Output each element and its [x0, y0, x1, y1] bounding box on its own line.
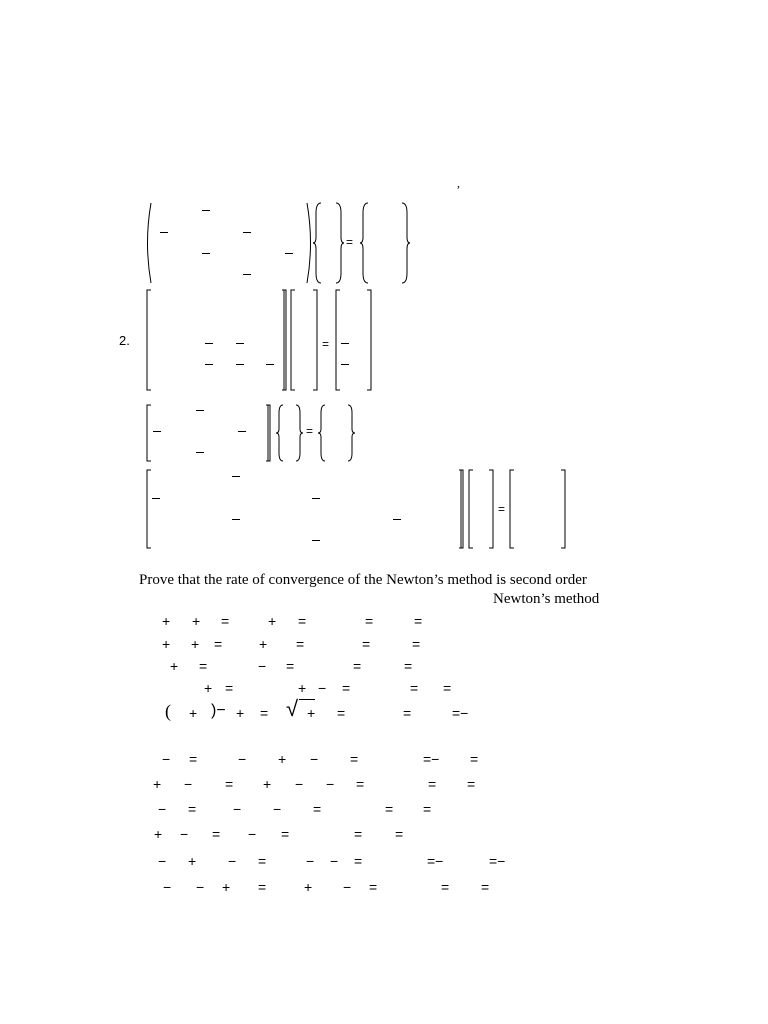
- math-symbol: +: [153, 776, 162, 792]
- math-symbol: =: [414, 613, 423, 629]
- right-bracket: [489, 470, 495, 548]
- right-bracket: [367, 290, 373, 390]
- right-bracket: [266, 405, 276, 461]
- math-symbol: =: [423, 801, 432, 817]
- right-brace: [336, 203, 346, 283]
- math-symbol: =: [313, 801, 322, 817]
- stray-mark: ,: [457, 176, 460, 190]
- math-symbol: =: [410, 680, 419, 696]
- math-symbol: =: [188, 801, 197, 817]
- math-symbol: =: [385, 801, 394, 817]
- left-bracket: [509, 470, 515, 548]
- minus-sign: [153, 431, 161, 432]
- math-symbol: +: [204, 680, 213, 696]
- math-symbol: =: [258, 853, 267, 869]
- math-symbol: =: [356, 776, 365, 792]
- left-bracket: [146, 290, 152, 390]
- math-symbol: =−: [423, 751, 440, 767]
- math-symbol: =: [470, 751, 479, 767]
- equals-sign: =: [498, 502, 506, 516]
- math-symbol: =: [481, 879, 490, 895]
- math-symbol: +: [298, 680, 307, 696]
- math-symbol: −: [295, 776, 304, 792]
- minus-sign: [243, 232, 251, 233]
- problem-number: 2.: [119, 333, 130, 348]
- method-heading: Newton’s method: [493, 591, 600, 607]
- math-symbol: (: [165, 701, 171, 721]
- math-symbol: =: [412, 636, 421, 652]
- math-symbol: −: [238, 751, 247, 767]
- left-bracket: [468, 470, 474, 548]
- minus-sign: [202, 210, 210, 211]
- math-symbol: −: [196, 879, 205, 895]
- minus-sign: [202, 253, 210, 254]
- math-symbol: −: [310, 751, 319, 767]
- minus-sign: [285, 253, 293, 254]
- left-brace: [276, 405, 284, 461]
- math-symbol: =: [443, 680, 452, 696]
- minus-sign: [266, 364, 274, 365]
- left-brace: [360, 203, 370, 283]
- math-symbol: =: [342, 680, 351, 696]
- math-symbol: =−: [427, 853, 444, 869]
- left-bracket: [146, 405, 152, 461]
- minus-sign: [312, 498, 320, 499]
- math-symbol: =: [214, 636, 223, 652]
- math-symbol: =: [225, 776, 234, 792]
- equals-sign: =: [346, 235, 354, 249]
- math-symbol: +: [259, 636, 268, 652]
- minus-sign: [236, 364, 244, 365]
- math-symbol: =: [395, 826, 404, 842]
- math-symbol: =: [362, 636, 371, 652]
- math-symbol: =: [467, 776, 476, 792]
- math-symbol: −: [273, 801, 282, 817]
- math-symbol: =: [281, 826, 290, 842]
- left-brace: [313, 203, 323, 283]
- math-symbol: =: [296, 636, 305, 652]
- left-bracket: [146, 470, 152, 548]
- math-symbol: +: [191, 636, 200, 652]
- math-symbol: +: [170, 658, 179, 674]
- minus-sign: [312, 540, 320, 541]
- math-symbol: −: [158, 853, 167, 869]
- right-bracket: [313, 290, 319, 390]
- square-root-sign: √: [286, 696, 299, 721]
- math-symbol: −: [248, 826, 257, 842]
- equals-sign: =: [322, 337, 330, 351]
- math-symbol: −: [162, 751, 171, 767]
- math-symbol: −: [233, 801, 242, 817]
- minus-sign: [196, 410, 204, 411]
- math-symbol: =: [337, 705, 346, 721]
- math-symbol: −: [318, 680, 327, 696]
- math-symbol: −: [326, 776, 335, 792]
- minus-sign: [243, 274, 251, 275]
- right-brace: [348, 405, 356, 461]
- math-symbol: +: [188, 853, 197, 869]
- math-symbol: +: [162, 636, 171, 652]
- math-symbol: +: [307, 705, 316, 721]
- math-symbol: −: [163, 879, 172, 895]
- minus-sign: [236, 343, 244, 344]
- math-symbol: +: [236, 705, 245, 721]
- left-bracket: [290, 290, 296, 390]
- left-brace: [318, 405, 326, 461]
- math-symbol: =: [354, 853, 363, 869]
- minus-sign: [152, 498, 160, 499]
- left-bracket: [335, 290, 341, 390]
- math-symbol: =−: [489, 853, 506, 869]
- math-symbol: =: [189, 751, 198, 767]
- right-brace: [402, 203, 412, 283]
- right-brace: [296, 405, 304, 461]
- math-symbol: =: [212, 826, 221, 842]
- math-symbol: =: [221, 613, 230, 629]
- minus-sign: [393, 519, 401, 520]
- minus-sign: [341, 364, 349, 365]
- math-symbol: −: [158, 801, 167, 817]
- math-symbol: =: [354, 826, 363, 842]
- math-symbol: =: [225, 680, 234, 696]
- math-symbol: −: [306, 853, 315, 869]
- math-symbol: =: [404, 658, 413, 674]
- math-symbol: +: [222, 879, 231, 895]
- math-symbol: +: [278, 751, 287, 767]
- minus-sign: [196, 452, 204, 453]
- math-symbol: =: [199, 658, 208, 674]
- math-symbol: =: [286, 658, 295, 674]
- minus-sign: [232, 476, 240, 477]
- math-symbol: =: [298, 613, 307, 629]
- math-symbol: −: [184, 776, 193, 792]
- math-symbol: =: [353, 658, 362, 674]
- math-symbol: =: [403, 705, 412, 721]
- minus-sign: [238, 431, 246, 432]
- prove-statement: Prove that the rate of convergence of the Newton’s method is second order: [139, 572, 587, 588]
- minus-sign: [160, 232, 168, 233]
- math-symbol: =: [369, 879, 378, 895]
- minus-sign: [341, 343, 349, 344]
- math-symbol: )−: [211, 702, 226, 719]
- math-symbol: +: [154, 826, 163, 842]
- math-symbol: +: [162, 613, 171, 629]
- math-symbol: −: [228, 853, 237, 869]
- math-symbol: +: [189, 705, 198, 721]
- math-symbol: +: [192, 613, 201, 629]
- math-symbol: =: [350, 751, 359, 767]
- equals-sign: =: [306, 424, 314, 438]
- left-paren: [143, 203, 153, 283]
- math-symbol: +: [304, 879, 313, 895]
- math-symbol: +: [268, 613, 277, 629]
- radical-bar: [299, 699, 315, 700]
- math-symbol: =−: [452, 705, 469, 721]
- math-symbol: −: [180, 826, 189, 842]
- math-symbol: =: [258, 879, 267, 895]
- minus-sign: [205, 364, 213, 365]
- right-bracket: [561, 470, 567, 548]
- math-symbol: =: [441, 879, 450, 895]
- math-symbol: +: [263, 776, 272, 792]
- math-symbol: =: [365, 613, 374, 629]
- math-symbol: −: [258, 658, 267, 674]
- math-symbol: −: [330, 853, 339, 869]
- minus-sign: [205, 343, 213, 344]
- math-symbol: −: [343, 879, 352, 895]
- math-symbol: =: [260, 705, 269, 721]
- minus-sign: [232, 519, 240, 520]
- math-symbol: =: [428, 776, 437, 792]
